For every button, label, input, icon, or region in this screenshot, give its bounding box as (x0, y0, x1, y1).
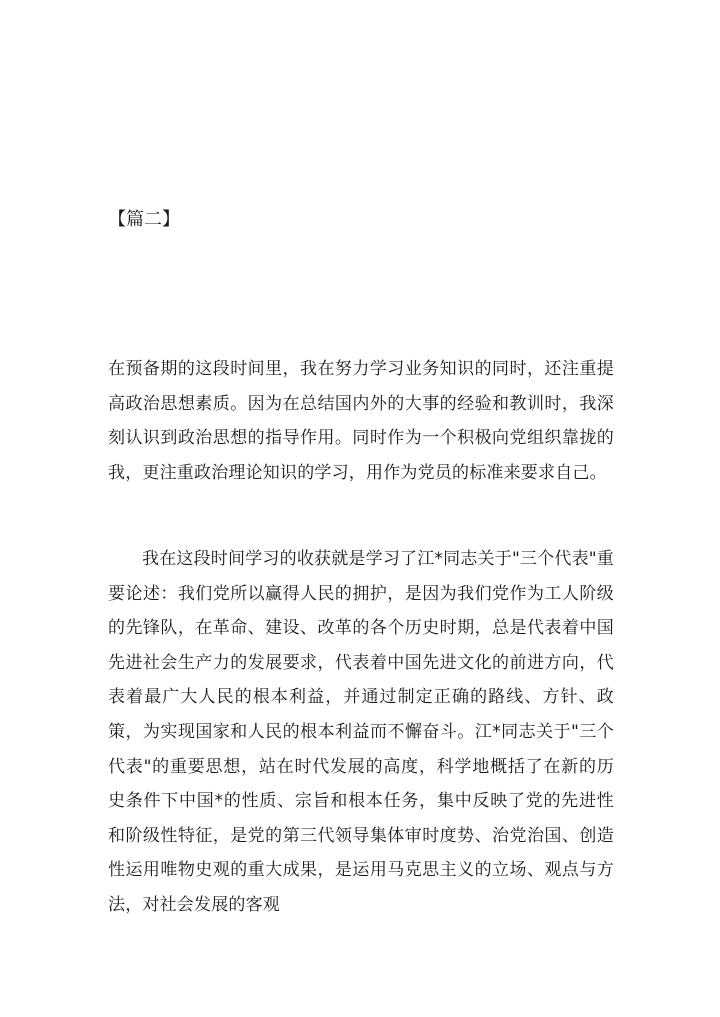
section-heading: 【篇二】 (108, 209, 180, 230)
body-paragraph-1: 在预备期的这段时间里，我在努力学习业务知识的同时，还注重提高政治思想素质。因为在总结国内外的大事的经验和教训时，我深刻认识到政治思想的指导作用。同时作为一个积极向党组织靠拢的我，更注重政治理论知识的学习，用作为党员的标准来要求自己。 (108, 359, 614, 483)
body-paragraph-2: 我在这段时间学习的收获就是学习了江*同志关于"三个代表"重要论述：我们党所以赢得人民的拥护，是因为我们党作为工人阶级的先锋队，在革命、建设、改革的各个历史时期，总是代表着中国先进社会生产力的发展要求，代表着中国先进文化的前进方向，代表着最广大人民的根本利益，并通过制定正确的路线、方针、政策，为实现国家和人民的根本利益而不懈奋斗。江*同志关于"三个代表"的重要思想，站在时代发展的高度，科学地概括了在新的历史条件下中国*的性质、宗旨和根本任务，集中反映了党的先进性和阶级性特征，是党的第三代领导集体审时度势、治党治国、创造性运用唯物史观的重大成果，是运用马克思主义的立场、观点与方法，对社会发展的客观 (108, 549, 614, 915)
